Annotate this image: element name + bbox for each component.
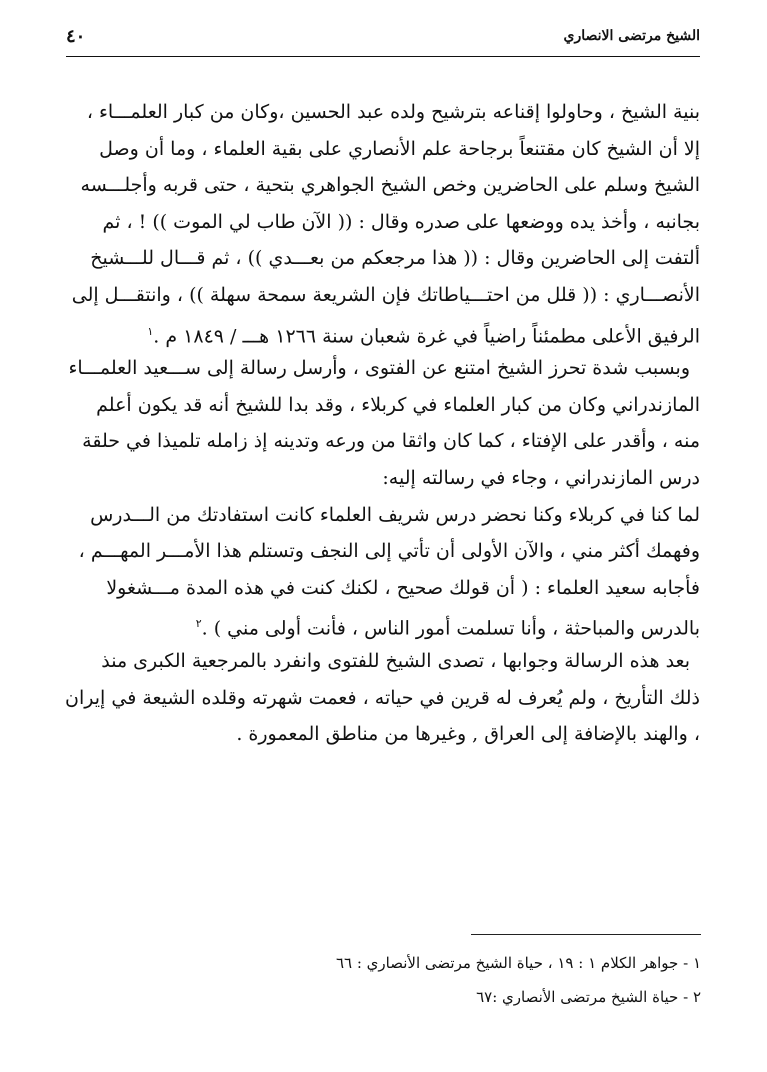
text-line: ألتفت إلى الحاضرين وقال : (( هذا مرجعكم من بعـــدي )) ، ثم قـــال للـــشيخ bbox=[90, 247, 700, 270]
text-line: منه ، وأقدر على الإفتاء ، كما كان واثقا من ورعه وتدينه إذ زامله تلميذا في حلقة bbox=[82, 430, 700, 453]
text-line: الأنصـــاري : (( قلل من احتـــياطاتك فإن الشريعة سمحة سهلة )) ، وانتقـــل إلى bbox=[71, 283, 700, 306]
page-number: ٤٠ bbox=[66, 26, 86, 47]
footnote-1: ١ - جواهر الكلام ١ : ١٩ ، حياة الشيخ مرتضى الأنصاري : ٦٦ bbox=[335, 954, 701, 972]
footnote-divider bbox=[471, 934, 701, 935]
text-line: وفهمك أكثر مني ، والآن الأولى أن تأتي إلى النجف وتستلم هذا الأمـــر المهـــم ، bbox=[78, 540, 700, 563]
text-line: بعد هذه الرسالة وجوابها ، تصدى الشيخ للفتوى وانفرد بالمرجعية الكبرى منذ bbox=[101, 649, 690, 672]
text-line: إلا أن الشيخ كان مقتنعاً برجاحة علم الأنصاري على بقية العلماء ، وما أن وصل bbox=[99, 137, 700, 160]
text-line: ذلك التأريخ ، ولم يُعرف له قرين في حياته ، فعمت شهرته وقلده الشيعة في إيران bbox=[65, 686, 700, 709]
text-segment: بالدرس والمباحثة ، وأنا تسلمت أمور الناس ، فأنت أولى مني ) . bbox=[201, 617, 700, 640]
running-title: الشيخ مرتضى الانصاري bbox=[563, 28, 700, 44]
text-line: المازندراني وكان من كبار العلماء في كربلاء ، وقد بدا للشيخ أنه قد يكون أعلم bbox=[96, 393, 700, 416]
text-line: درس المازندراني ، وجاء في رسالته إليه: bbox=[382, 466, 700, 489]
footnote-mark-2: ٢ bbox=[195, 617, 202, 631]
text-line: لما كنا في كربلاء وكنا نحضر درس شريف العلماء كانت استفادتك من الـــدرس bbox=[90, 503, 700, 526]
text-line: بجانبه ، وأخذ يده ووضعها على صدره وقال : (( الآن طاب لي الموت )) ! ، ثم bbox=[102, 210, 700, 233]
body-text bbox=[66, 94, 700, 753]
text-line: الشيخ وسلم على الحاضرين وخص الشيخ الجواهري بتحية ، حتى قربه وأجلـــسه bbox=[80, 174, 700, 197]
footnote-2: ٢ - حياة الشيخ مرتضى الأنصاري :٦٧ bbox=[476, 988, 701, 1006]
text-segment: الرفيق الأعلى مطمئناً راضياً في غرة شعبان سنة ١٢٦٦ هـــ / ١٨٤٩ م . bbox=[153, 324, 700, 347]
text-line: ، والهند بالإضافة إلى العراق , وغيرها من مناطق المعمورة . bbox=[236, 723, 700, 746]
text-line: فأجابه سعيد العلماء : ( أن قولك صحيح ، لكنك كنت في هذه المدة مـــشغولا bbox=[106, 576, 700, 599]
text-line: بنية الشيخ ، وحاولوا إقناعه بترشيح ولده عبد الحسين ،وكان من كبار العلمـــاء ، bbox=[86, 101, 700, 123]
text-line-with-footnote-1 bbox=[66, 314, 700, 351]
footnotes bbox=[67, 946, 701, 1014]
footnote-mark-1: ١ bbox=[147, 324, 154, 338]
text-line: وبسبب شدة تحرز الشيخ امتنع عن الفتوى ، وأرسل رسالة إلى ســـعيد العلمـــاء bbox=[68, 357, 690, 380]
text-line-with-footnote-2 bbox=[66, 606, 700, 643]
page-header bbox=[66, 28, 700, 57]
